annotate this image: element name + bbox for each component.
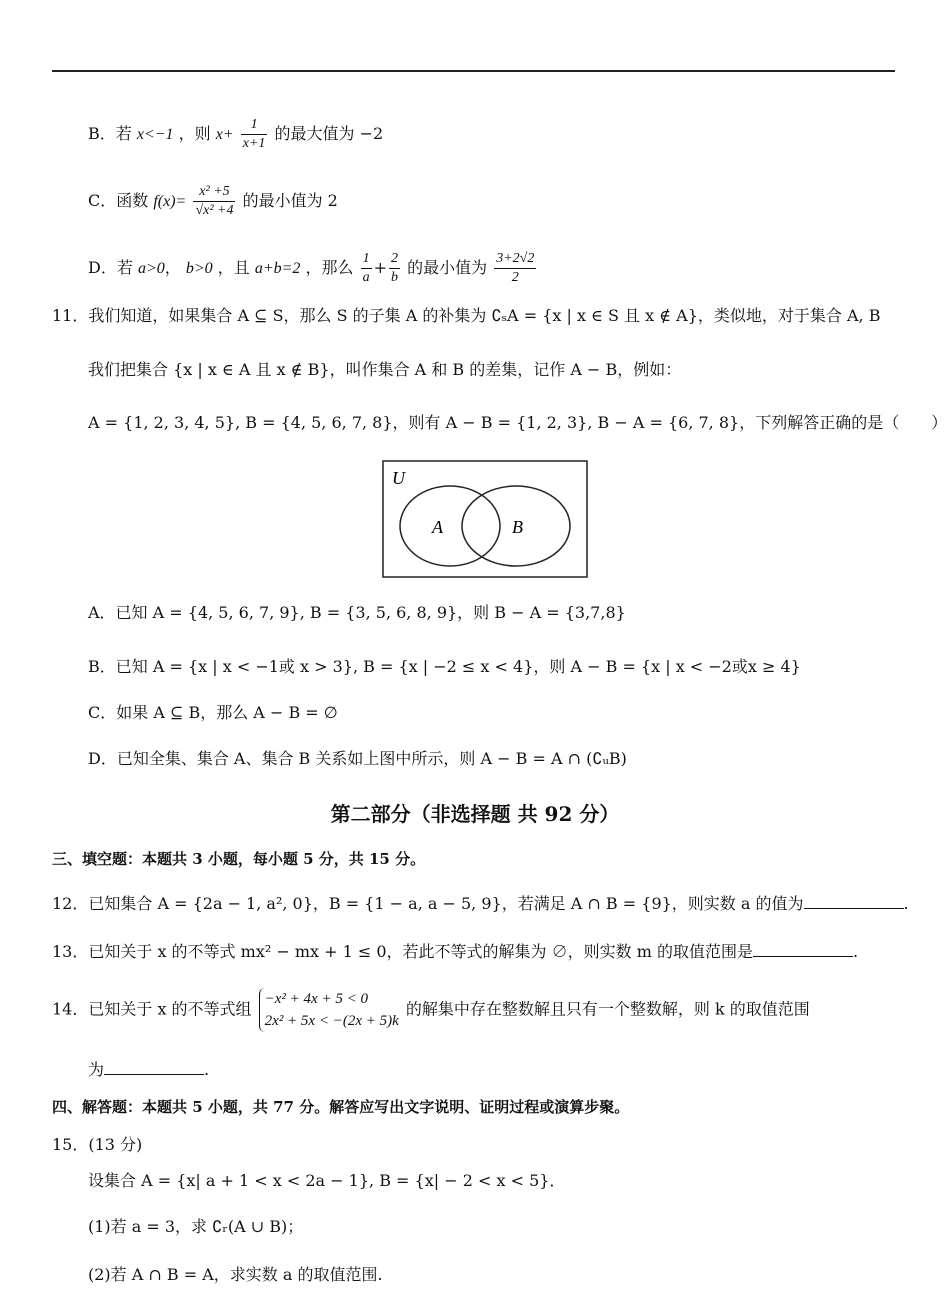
q12-period: . [903,894,909,913]
q10-c-expr: f(x)= [153,193,187,210]
q15-part1: (1)若 a = 3，求 ∁ᵣ(A ∪ B)； [88,1217,304,1236]
venn-diagram [382,460,588,578]
q10-d-frac1 [361,250,372,287]
q10-b-label: B．若 [88,124,132,143]
q11-line2: 我们把集合 {x | x ∈ A 且 x ∉ B}，叫作集合 A 和 B 的差集，记作 A − B，例如： [88,360,682,379]
q10-d-frac2 [389,250,400,287]
q10-c-frac-den: √x² +4 [195,203,234,218]
section3-heading: 三、填空题：本题共 3 小题，每小题 5 分，共 15 分。 [52,850,426,868]
q10-d-frac1-num: 1 [362,251,370,266]
part2-title: 第二部分（非选择题 共 92 分） [330,802,620,826]
q10-b-cond: x<−1 [136,126,174,143]
q11-option-b: B．已知 A = {x | x < −1或 x > 3}, B = {x | −2 ≤ x < 4}，则 A − B = {x | x < −2或x ≥ 4} [88,657,801,676]
q10-d-frac3 [494,250,536,287]
q14-line2 [88,1058,209,1081]
q12 [52,892,909,915]
q10-option-b [88,116,383,153]
q10-b-expr: x+ [215,126,234,143]
header-rule [52,70,895,72]
q15-given: 设集合 A = {x| a + 1 < x < 2a − 1}, B = {x| − 2 < x < 5}． [88,1171,566,1190]
set-a-label: A [432,517,443,537]
q10-d-label: D．若 [88,258,133,277]
q10-d-cond1: a>0 [137,260,165,277]
q11-line1: 11．我们知道，如果集合 A ⊆ S，那么 S 的子集 A 的补集为 ∁ₛA = {x | x ∈ S 且 x ∉ A}，类似地，对于集合 A, B [52,306,881,325]
q13-text: 13．已知关于 x 的不等式 mx² − mx + 1 ≤ 0，若此不等式的解集为 ∅，则实数 m 的取值范围是 [52,942,753,961]
q11-option-a: A．已知 A = {4, 5, 6, 7, 9}, B = {3, 5, 6, 8, 9}，则 B − A = {3,7,8} [88,603,626,622]
q10-d-frac1-den: a [362,270,370,285]
q10-option-d: D．若 a>0， b>0 ，且 a+b=2 ，那么 $\frac{1}{a}$ + $\frac{2}{b}$ 的最小值为 $\frac{3+2√2}{2}$ [88,251,535,285]
q10-d-frac2-num: 2 [391,251,399,266]
q10-c-label: C．函数 [88,191,149,210]
q11-line3: A = {1, 2, 3, 4, 5}, B = {4, 5, 6, 7, 8}，则有 A − B = {1, 2, 3}, B − A = {6, 7, 8}，下列解答正确的是（ ） [88,413,948,432]
q10-b-frac-den: x+1 [242,136,266,151]
q10-b-mid: ，则 [178,124,211,143]
q10-option-c [88,183,338,220]
q12-text: 12．已知集合 A = {2a − 1, a², 0}，B = {1 − a, a − 5, 9}，若满足 A ∩ B = {9}，则实数 a 的值为 [52,894,804,913]
q14-pre: 14．已知关于 x 的不等式组 [52,999,252,1019]
q10-d-cond3: a+b=2 [254,260,301,277]
q10-d-cond2: b>0 [185,260,213,277]
q10-d-then: ，那么 [305,258,354,277]
q10-d-mid: 的最小值为 [407,258,488,277]
set-a-circle [400,486,500,566]
q10-d-and: ，且 [217,258,250,277]
q14-period: . [204,1060,210,1079]
q14-ineq2: 2x² + 5x < −(2x + 5)k [264,1013,399,1029]
q13 [52,940,858,963]
q10-b-tail: 的最大值为 −2 [274,124,384,143]
q10-d-plus: + [373,258,388,277]
q10-c-frac-num: x² +5 [199,184,230,199]
q14-inequality-system [259,988,399,1032]
set-b-label: B [512,517,523,537]
q13-period: . [852,942,859,961]
q10-d-frac3-num: 3+2√2 [496,251,535,266]
q10-b-frac-num: 1 [250,117,258,132]
q10-c-tail: 的最小值为 2 [242,191,338,210]
q14-ineq1: −x² + 4x + 5 < 0 [264,991,368,1007]
q11-option-c: C．如果 A ⊆ B，那么 A − B = ∅ [88,703,338,722]
q15-head: 15．(13 分) [52,1135,143,1154]
universe-label: U [392,468,405,488]
q11-option-d: D．已知全集、集合 A、集合 B 关系如上图中所示，则 A − B = A ∩ (∁ᵤB) [88,749,627,768]
section4-heading: 四、解答题：本题共 5 小题，共 77 分。解答应写出文字说明、证明过程或演算步聚。 [52,1098,630,1116]
q13-answer-blank[interactable] [753,940,853,957]
q12-answer-blank[interactable] [804,892,904,909]
q14-post: 的解集中存在整数解且只有一个整数解，则 k 的取值范围 [405,999,810,1019]
q14 [52,988,810,1032]
q14-answer-blank[interactable] [104,1058,204,1075]
q10-c-fraction [193,183,235,220]
q10-d-frac2-den: b [391,270,399,285]
q10-b-fraction [241,116,268,153]
q10-d-frac3-den: 2 [494,268,536,287]
q14-line2-text: 为 [88,1060,105,1079]
q15-part2: (2)若 A ∩ B = A，求实数 a 的取值范围. [88,1265,383,1284]
